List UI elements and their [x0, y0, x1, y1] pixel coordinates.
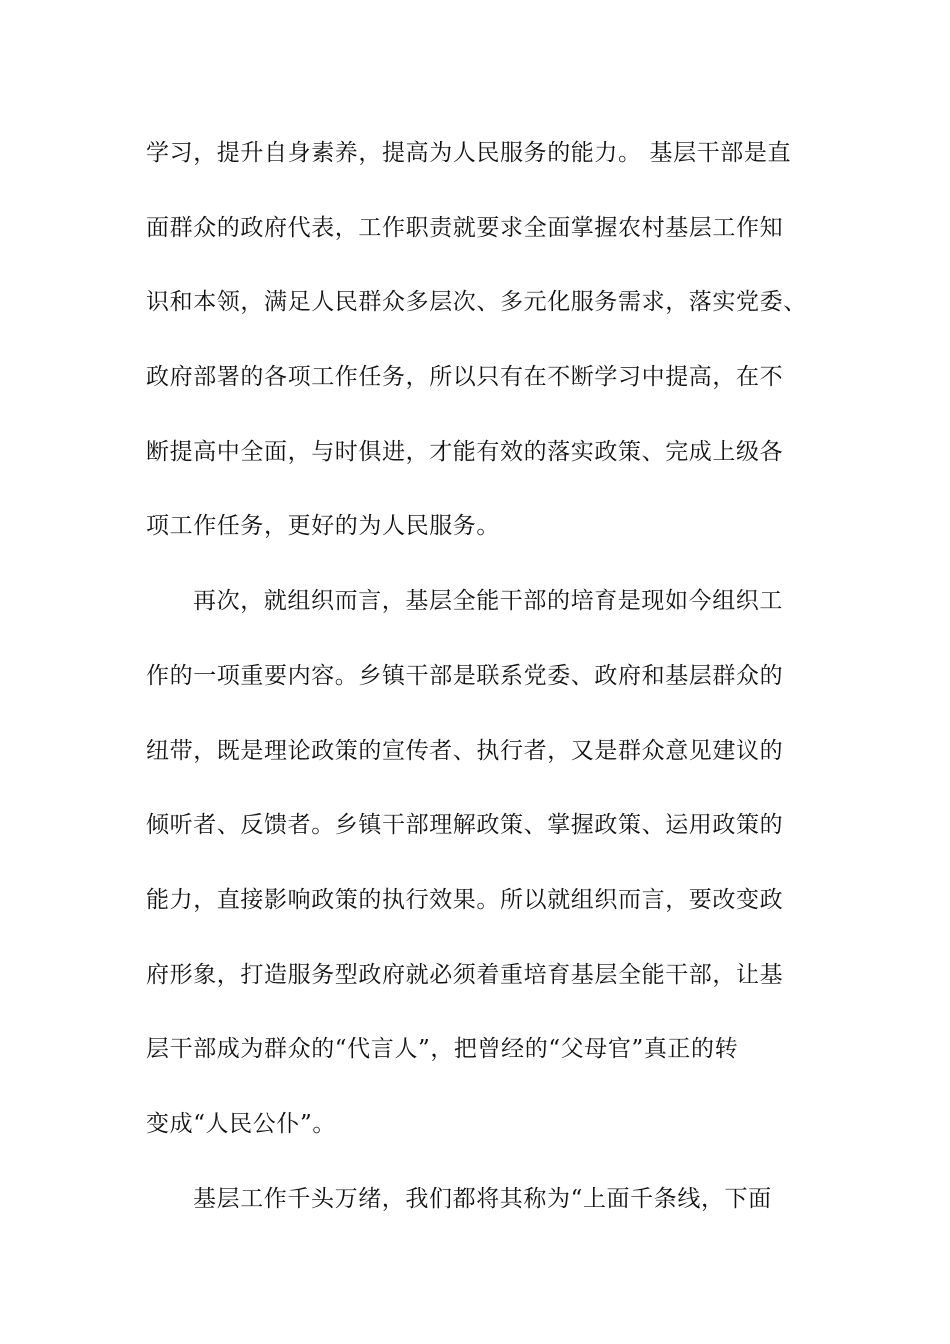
text-line: 能力，直接影响政策的执行效果。所以就组织而言，要改变政: [146, 886, 784, 913]
text-line: 纽带，既是理论政策的宣传者、执行者，又是群众意见建议的: [146, 737, 784, 764]
body-text: [146, 129, 826, 1249]
paragraph-start-line: 基层工作千头万绪，我们都将其称为“上面千条线，下面: [193, 1185, 772, 1212]
text-line: 学习，提升自身素养，提高为人民服务的能力。 基层干部是直: [146, 140, 792, 166]
text-line: 层干部成为群众的“代言人”，把曾经的“父母官”真正的转: [146, 1036, 739, 1063]
text-line: 作的一项重要内容。乡镇干部是联系党委、政府和基层群众的: [146, 662, 784, 689]
text-line: 识和本领，满足人民群众多层次、多元化服务需求，落实党委、: [146, 289, 807, 316]
text-line: 政府部署的各项工作任务，所以只有在不断学习中提高，在不: [146, 364, 784, 391]
paragraph-start-line: 再次，就组织而言，基层全能干部的培育是现如今组织工: [193, 588, 783, 615]
text-line: 变成“人民公仆”。: [146, 1110, 336, 1137]
text-line: 府形象，打造服务型政府就必须着重培育基层全能干部，让基: [146, 961, 784, 988]
text-line: 项工作任务，更好的为人民服务。: [146, 513, 500, 540]
text-line: 面群众的政府代表，工作职责就要求全面掌握农村基层工作知: [146, 214, 784, 241]
text-line: 断提高中全面，与时俱进，才能有效的落实政策、完成上级各: [146, 438, 784, 465]
text-line: 倾听者、反馈者。乡镇干部理解政策、掌握政策、运用政策的: [146, 812, 784, 839]
